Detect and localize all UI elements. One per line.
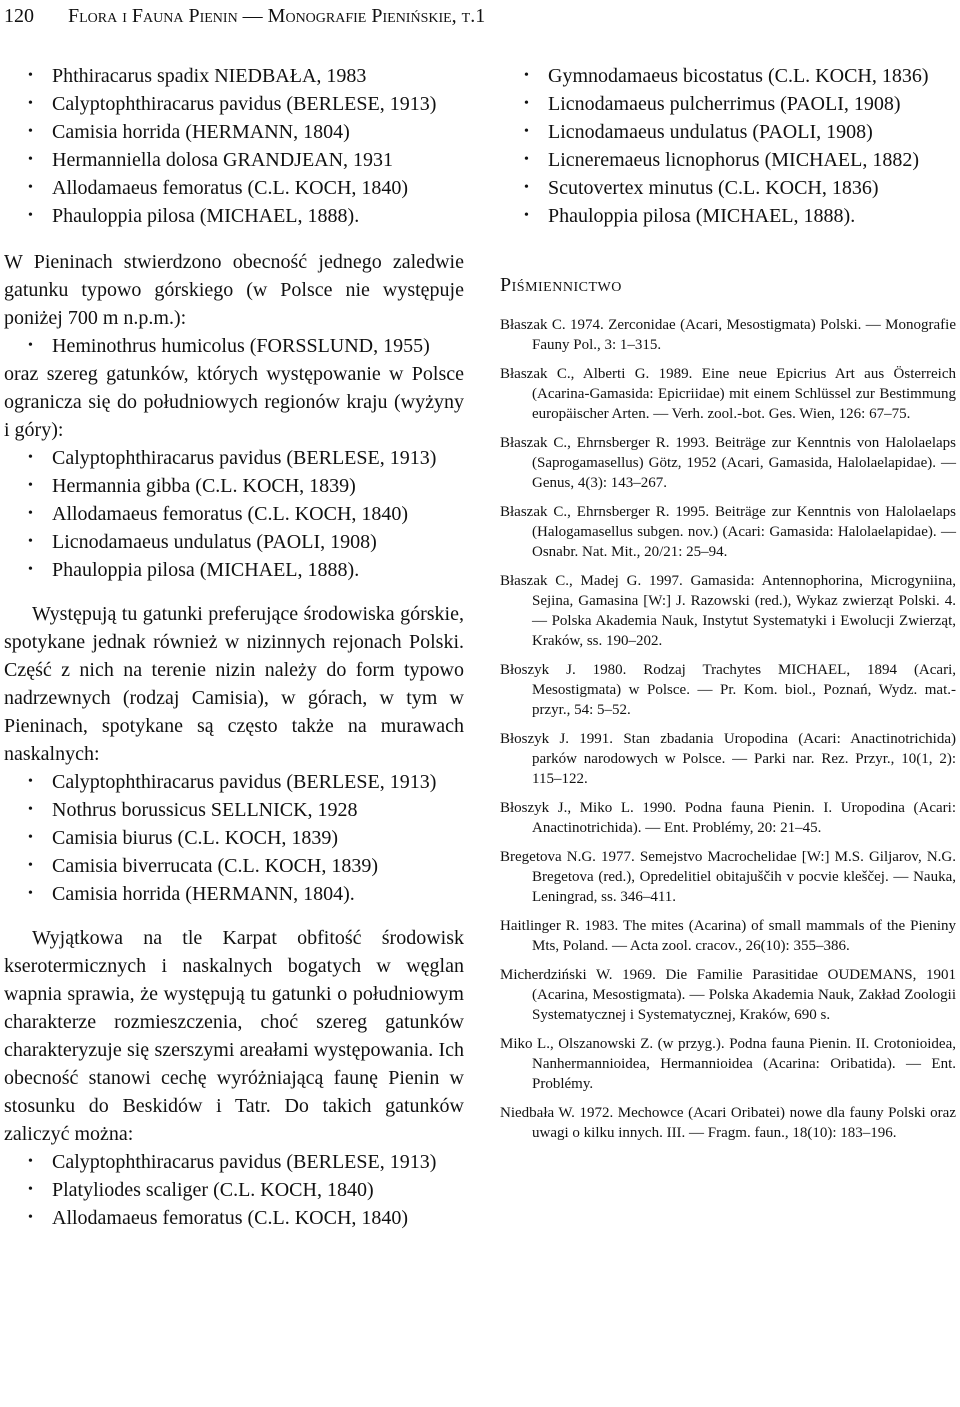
page-header <box>4 4 956 34</box>
species-item: • Gymnodamaeus bicostatus (C.L. KOCH, 1836) <box>500 62 956 90</box>
species-item: • Phauloppia pilosa (MICHAEL, 1888). <box>4 202 464 230</box>
species-list-3 <box>4 444 464 584</box>
species-list-1 <box>4 62 464 230</box>
species-item: • Licnodamaeus undulatus (PAOLI, 1908) <box>4 528 464 556</box>
references-list <box>500 315 956 1143</box>
reference-entry: Bregetova N.G. 1977. Semejstvo Macrochelidae [W:] M.S. Giljarov, N.G. Bregetova (red.), Opredelitiel obitajuščih v pocvie kleščej. — Nauka, Leningrad, ss. 346–411. <box>500 849 956 905</box>
species-item: • Licnodamaeus undulatus (PAOLI, 1908) <box>500 118 956 146</box>
species-item: • Allodamaeus femoratus (C.L. KOCH, 1840) <box>4 174 464 202</box>
species-list-5 <box>4 1148 464 1232</box>
species-item: • Phauloppia pilosa (MICHAEL, 1888). <box>4 556 464 584</box>
species-item: • Hermanniella dolosa GRANDJEAN, 1931 <box>4 146 464 174</box>
left-column <box>4 62 464 1232</box>
reference-entry: Błaszak C., Madej G. 1997. Gamasida: Antennophorina, Microgyniina, Sejina, Gamasina [W:] J. Razowski (red.), Wykaz zwierząt Polski. 4. — Polska Akademia Nauk, Instytut Systematyki i Ewolucji Zwierząt, Kraków, ss. 190–202. <box>500 573 956 649</box>
species-item: • Platyliodes scaliger (C.L. KOCH, 1840) <box>4 1176 464 1204</box>
species-list-right <box>500 62 956 230</box>
paragraph-1: W Pieninach stwierdzono obecność jednego zaledwie gatunku typowo górskiego (w Polsce nie występuje poniżej 700 m n.p.m.): <box>4 251 464 329</box>
species-item: • Heminothrus humicolus (FORSSLUND, 1955) <box>4 332 464 360</box>
running-title: Flora i Fauna Pienin — Monografie Pienińskie, t.1 <box>68 5 486 27</box>
reference-entry: Błaszak C., Ehrnsberger R. 1993. Beiträge zur Kenntnis von Halolaelaps (Saprogamasellus) Götz, 1952 (Acari, Gamasida, Halolaelapidae). — Genus, 4(3): 143–267. <box>500 435 956 491</box>
paragraph-3: Występują tu gatunki preferujące środowiska górskie, spotykane jednak również w nizinnych rejonach Polski. Część z nich na terenie nizin należy do form typowo nadrzewnych (rodzaj Camisia), w górach, w tym w Pieninach, spotykane są często także na murawach naskalnych: <box>4 603 464 765</box>
right-column <box>500 62 956 1152</box>
reference-entry: Micherdziński W. 1969. Die Familie Parasitidae OUDEMANS, 1901 (Acarina, Mesostigmata). — Polska Akademia Nauk, Zakład Zoologii Systematycznej i Systematycznej, Kraków, 690 s. <box>500 967 956 1023</box>
reference-entry: Błaszak C. 1974. Zerconidae (Acari, Mesostigmata) Polski. — Monografie Fauny Pol., 3: 1–315. <box>500 317 956 353</box>
reference-entry: Błoszyk J. 1991. Stan zbadania Uropodina (Acari: Anactinotrichida) parków narodowych w Polsce. — Parki nar. Rez. Przyr., 10(1, 2): 115–122. <box>500 731 956 787</box>
species-item: • Nothrus borussicus SELLNICK, 1928 <box>4 796 464 824</box>
paragraph-4: Wyjątkowa na tle Karpat obfitość środowisk kserotermicznych i naskalnych bogatych w węglan wapnia sprawia, że występują tu gatunki o południowym charakterze rozmieszczenia, choć szereg gatunków charakteryzuje się szerszymi areałami występowania. Ich obecność stanowi cechę wyróżniającą faunę Pienin w stosunku do Beskidów i Tatr. Do takich gatunków zaliczyć można: <box>4 927 464 1145</box>
species-list-2 <box>4 332 464 360</box>
species-item: • Licneremaeus licnophorus (MICHAEL, 1882) <box>500 146 956 174</box>
reference-entry: Niedbała W. 1972. Mechowce (Acari Oribatei) nowe dla fauny Polski oraz uwagi o kilku innych. III. — Fragm. faun., 18(10): 183–196. <box>500 1105 956 1141</box>
paragraph-2: oraz szereg gatunków, których występowanie w Polsce ogranicza się do południowych regionów kraju (wyżyny i góry): <box>4 363 464 441</box>
reference-entry: Błaszak C., Ehrnsberger R. 1995. Beiträge zur Kenntnis von Halolaelaps (Halogamasellus subgen. nov.) (Acari: Gamasida: Halolaelapidae). — Osnabr. Nat. Mit., 20/21: 25–94. <box>500 504 956 560</box>
species-item: • Calyptophthiracarus pavidus (BERLESE, 1913) <box>4 444 464 472</box>
section-title: Piśmiennictwo <box>500 274 622 296</box>
species-item: • Camisia horrida (HERMANN, 1804) <box>4 118 464 146</box>
species-item: • Licnodamaeus pulcherrimus (PAOLI, 1908) <box>500 90 956 118</box>
species-item: • Camisia biurus (C.L. KOCH, 1839) <box>4 824 464 852</box>
species-item: • Calyptophthiracarus pavidus (BERLESE, 1913) <box>4 90 464 118</box>
species-item: • Camisia horrida (HERMANN, 1804). <box>4 880 464 908</box>
species-list-4 <box>4 768 464 908</box>
reference-entry: Błaszak C., Alberti G. 1989. Eine neue Epicrius Art aus Österreich (Acarina-Gamasida: Epicriidae) mit einem Schlüssel zur Bestimmung europäischer Arten. — Verh. zool.-bot. Ges. Wien, 126: 67–75. <box>500 366 956 422</box>
species-item: • Scutovertex minutus (C.L. KOCH, 1836) <box>500 174 956 202</box>
reference-entry: Miko L., Olszanowski Z. (w przyg.). Podna fauna Pienin. II. Crotonioidea, Nanhermannioidea, Hermannioidea (Acarina: Oribatida). — Ent. Problémy. <box>500 1036 956 1092</box>
species-item: • Phthiracarus spadix NIEDBAŁA, 1983 <box>4 62 464 90</box>
species-item: • Calyptophthiracarus pavidus (BERLESE, 1913) <box>4 768 464 796</box>
species-item: • Phauloppia pilosa (MICHAEL, 1888). <box>500 202 956 230</box>
page-number: 120 <box>4 5 34 27</box>
species-item: • Calyptophthiracarus pavidus (BERLESE, 1913) <box>4 1148 464 1176</box>
species-item: • Hermannia gibba (C.L. KOCH, 1839) <box>4 472 464 500</box>
species-item: • Allodamaeus femoratus (C.L. KOCH, 1840) <box>4 500 464 528</box>
reference-entry: Błoszyk J., Miko L. 1990. Podna fauna Pienin. I. Uropodina (Acari: Anactinotrichida). — Ent. Problémy, 20: 21–45. <box>500 800 956 836</box>
species-item: • Camisia biverrucata (C.L. KOCH, 1839) <box>4 852 464 880</box>
reference-entry: Błoszyk J. 1980. Rodzaj Trachytes MICHAEL, 1894 (Acari, Mesostigmata) w Polsce. — Pr. Kom. biol., Poznań, Wydz. mat.-przyr., 54: 5–52. <box>500 662 956 718</box>
species-item: • Allodamaeus femoratus (C.L. KOCH, 1840) <box>4 1204 464 1232</box>
reference-entry: Haitlinger R. 1983. The mites (Acarina) of small mammals of the Pieniny Mts, Poland. — Acta zool. cracov., 26(10): 355–386. <box>500 918 956 954</box>
